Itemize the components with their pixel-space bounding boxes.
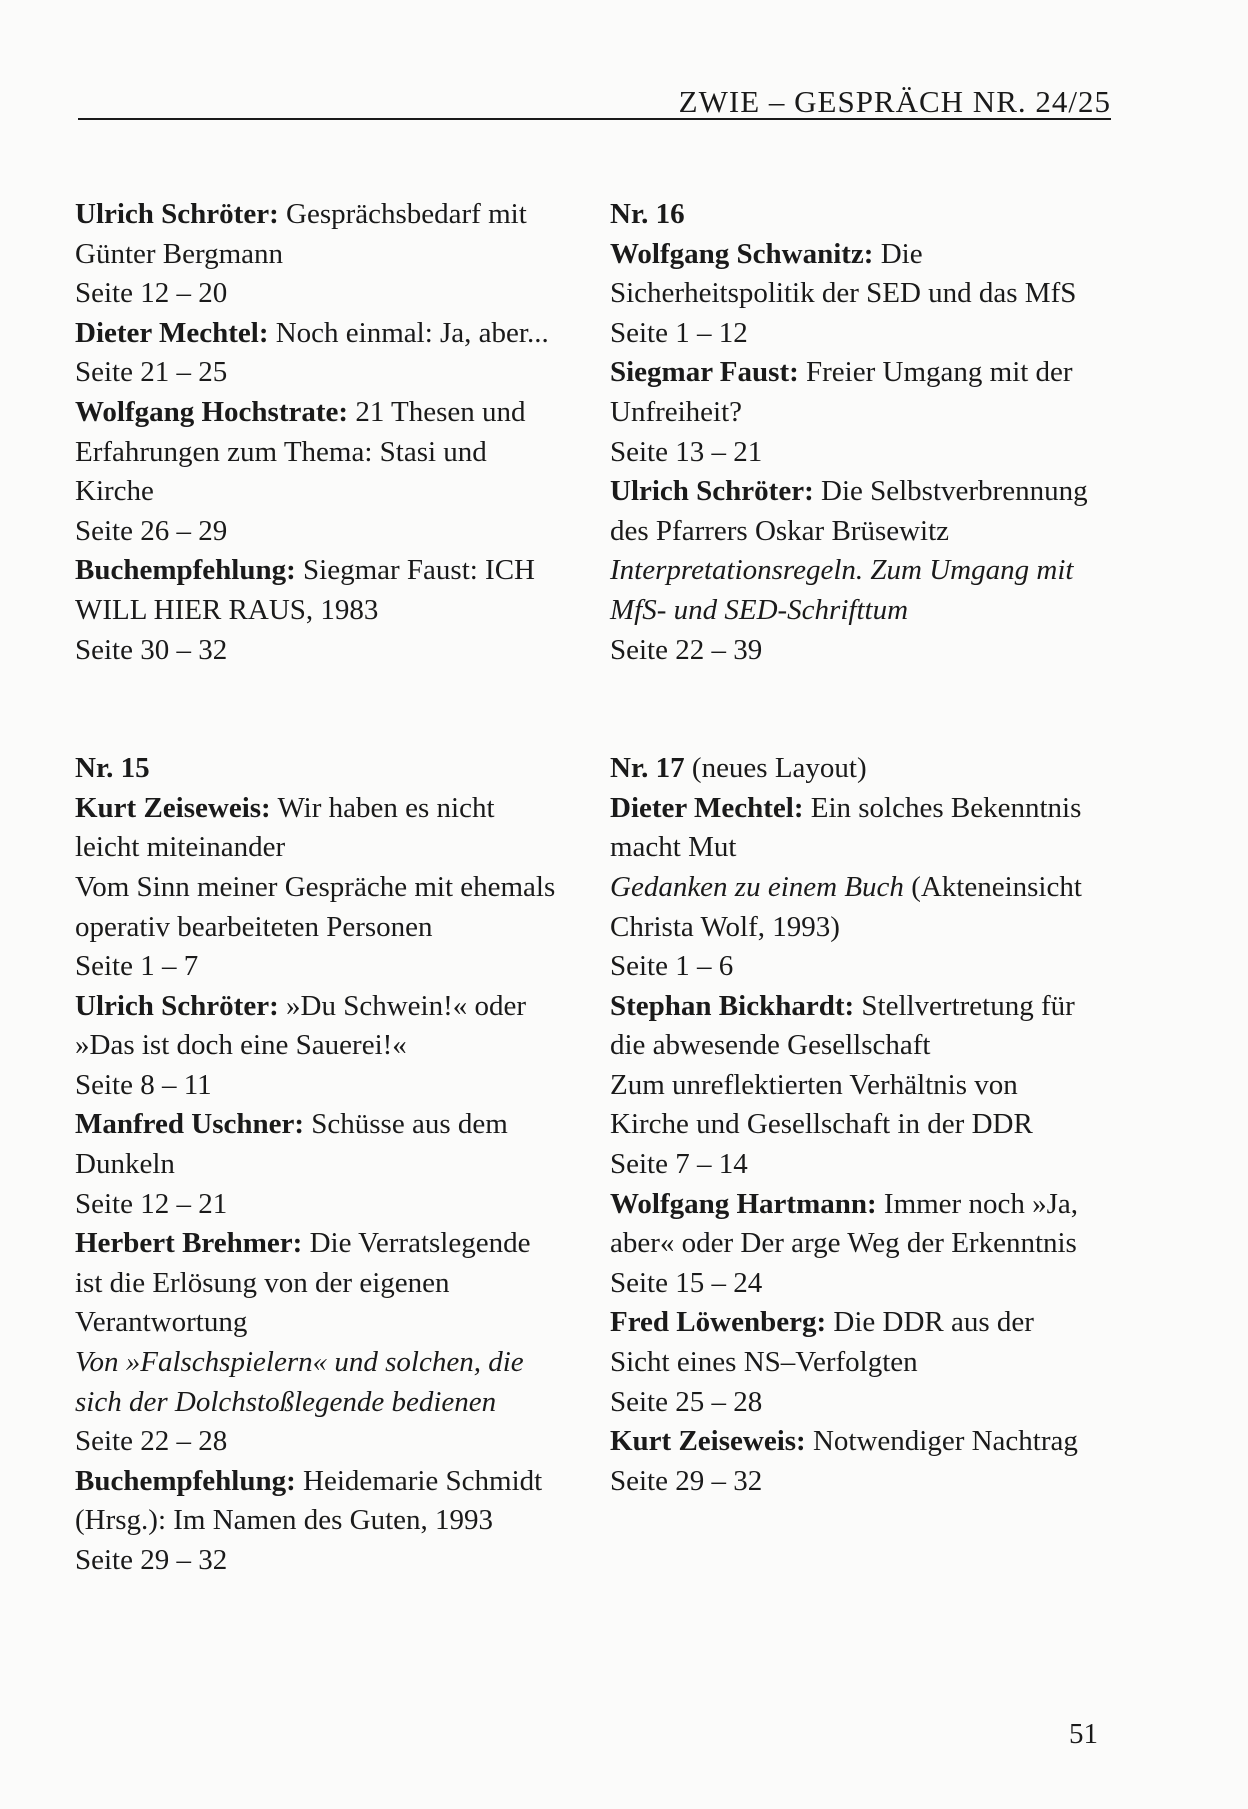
entry-title: Ein solches Bekenntnis macht Mut: [610, 791, 1082, 864]
entry-headline: [75, 1462, 565, 1541]
entry-headline: [610, 472, 1100, 551]
entry-headline: [75, 195, 565, 274]
entry-title: Die Selbstverbrennung des Pfarrers Oskar Brüsewitz: [610, 475, 1088, 547]
entry-pages: Seite 7 – 14: [610, 1148, 748, 1181]
toc-entry: [75, 987, 565, 1106]
entry-title: Die Sicherheitspolitik der SED und das MfS: [610, 237, 1077, 310]
entry-subtitle-text: Interpretationsregeln. Zum Umgang mit MfS- und SED-Schrifttum: [610, 554, 1074, 626]
issue-title: Nr. 16: [610, 198, 685, 230]
right-column: [610, 195, 1100, 1501]
toc-entry: [75, 789, 565, 987]
entry-title: Gesprächsbedarf mit Günter Bergmann: [75, 198, 527, 270]
entry-pages: Seite 22 – 39: [610, 633, 763, 666]
toc-entry: [610, 472, 1100, 670]
entry-subtitle-text: Vom Sinn meiner Gespräche mit ehemals operativ bearbeiteten Personen: [75, 870, 556, 943]
entry-title: Heidemarie Schmidt (Hrsg.): Im Namen des Guten, 1993: [75, 1464, 543, 1537]
entry-pages: Seite 1 – 12: [610, 316, 748, 349]
running-header: ZWIE – GESPRÄCH NR. 24/25: [678, 84, 1111, 119]
entry-pages: Seite 26 – 29: [75, 514, 228, 547]
entry-headline: [75, 393, 565, 512]
entry-headline: [610, 987, 1100, 1066]
entry-title: Siegmar Faust: ICH WILL HIER RAUS, 1983: [75, 554, 536, 626]
entry-pages: Seite 12 – 20: [75, 277, 228, 310]
entry-author: Stephan Bickhardt:: [610, 989, 855, 1022]
toc-entry: [610, 1303, 1100, 1422]
entry-author: Dieter Mechtel:: [610, 791, 804, 824]
issue-block: [75, 195, 565, 670]
toc-entry: [75, 1462, 565, 1581]
page-number: 51: [1069, 1718, 1098, 1750]
left-column: [75, 195, 565, 1581]
entry-headline: [610, 1185, 1100, 1264]
entry-headline: [610, 353, 1100, 432]
entry-title: Wir haben es nicht leicht miteinander: [75, 791, 495, 864]
entry-title: Stellvertretung für die abwesende Gesellschaft: [610, 989, 1075, 1062]
entry-title: Noch einmal: Ja, aber...: [275, 316, 549, 349]
entry-pages: Seite 1 – 7: [75, 950, 199, 983]
toc-entry: [75, 393, 565, 551]
entry-headline: [75, 551, 565, 630]
entry-author: Wolfgang Schwanitz:: [610, 237, 874, 270]
entry-pages: Seite 21 – 25: [75, 356, 228, 389]
entry-pages: Seite 22 – 28: [75, 1425, 228, 1458]
issue-note: (neues Layout): [691, 752, 867, 785]
entry-subtitle: [610, 868, 1100, 947]
entry-pages: Seite 15 – 24: [610, 1266, 763, 1299]
entry-author: Kurt Zeiseweis:: [75, 791, 271, 824]
issue-heading: [610, 195, 1100, 235]
toc-entry: [75, 314, 565, 393]
issue-title: Nr. 17: [610, 752, 685, 785]
entry-headline: [610, 235, 1100, 314]
issue-block: [610, 195, 1100, 670]
entry-subtitle: [610, 1066, 1100, 1145]
entry-headline: [75, 1105, 565, 1184]
entry-title: 21 Thesen und Erfahrungen zum Thema: Stasi und Kirche: [75, 395, 526, 508]
entry-subtitle-text: Gedanken zu einem Buch: [610, 870, 904, 903]
entry-title: Notwendiger Nachtrag: [812, 1425, 1078, 1458]
entry-subtitle-text: Von »Falschspielern« und solchen, die sich der Dolchstoßlegende bedienen: [75, 1346, 524, 1418]
entry-author: Wolfgang Hartmann:: [610, 1187, 877, 1220]
entry-headline: [75, 1224, 565, 1343]
entry-author: Ulrich Schröter:: [610, 475, 814, 508]
issue-title: Nr. 15: [75, 752, 150, 785]
entry-pages: Seite 8 – 11: [75, 1068, 212, 1101]
entry-subtitle: [75, 868, 565, 947]
toc-entry: [610, 353, 1100, 472]
entry-title: Immer noch »Ja, aber« oder Der arge Weg der Erkenntnis: [610, 1187, 1078, 1260]
toc-entry: [75, 1224, 565, 1462]
header-rule: [78, 118, 1111, 120]
entry-author: Herbert Brehmer:: [75, 1227, 303, 1260]
entry-author: Ulrich Schröter:: [75, 989, 279, 1022]
entry-pages: Seite 29 – 32: [610, 1464, 763, 1497]
toc-entry: [610, 1185, 1100, 1304]
entry-headline: [610, 1303, 1100, 1382]
entry-headline: [610, 1422, 1100, 1462]
entry-author: Wolfgang Hochstrate:: [75, 395, 349, 428]
toc-entry: [75, 195, 565, 314]
toc-entry: [610, 235, 1100, 354]
toc-entry: [610, 1422, 1100, 1501]
entry-headline: [75, 314, 565, 354]
entry-headline: [610, 789, 1100, 868]
entry-subtitle: [75, 1343, 565, 1422]
toc-entry: [610, 987, 1100, 1185]
issue-block: [75, 749, 565, 1580]
entry-author: Dieter Mechtel:: [75, 316, 269, 349]
issue-block: [610, 749, 1100, 1501]
entry-subtitle-text: Zum unreflektierten Verhältnis von Kirche und Gesellschaft in der DDR: [610, 1068, 1033, 1141]
entry-author: Buchempfehlung:: [75, 554, 296, 587]
entry-title: »Du Schwein!« oder »Das ist doch eine Sauerei!«: [75, 989, 527, 1062]
entry-author: Manfred Uschner:: [75, 1108, 305, 1141]
issue-heading: [610, 749, 1100, 789]
entry-headline: [75, 789, 565, 868]
toc-entry: [610, 789, 1100, 987]
entry-pages: Seite 25 – 28: [610, 1385, 763, 1418]
entry-title: Freier Umgang mit der Unfreiheit?: [610, 356, 1073, 428]
entry-pages: Seite 29 – 32: [75, 1544, 228, 1576]
toc-entry: [75, 1105, 565, 1224]
entry-author: Fred Löwenberg:: [610, 1306, 827, 1339]
entry-subtitle-extra: (Akteneinsicht Christa Wolf, 1993): [610, 870, 1082, 943]
entry-pages: Seite 30 – 32: [75, 633, 228, 666]
entry-author: Ulrich Schröter:: [75, 198, 279, 230]
entry-title: Die DDR aus der Sicht eines NS–Verfolgten: [610, 1306, 1034, 1379]
toc-entry: [75, 551, 565, 670]
issue-heading: [75, 749, 565, 789]
entry-title: Schüsse aus dem Dunkeln: [75, 1108, 508, 1181]
entry-subtitle: [610, 551, 1100, 630]
entry-author: Buchempfehlung:: [75, 1464, 296, 1497]
entry-pages: Seite 12 – 21: [75, 1187, 228, 1220]
entry-author: Siegmar Faust:: [610, 356, 799, 389]
entry-pages: Seite 13 – 21: [610, 435, 763, 468]
entry-pages: Seite 1 – 6: [610, 950, 734, 983]
entry-headline: [75, 987, 565, 1066]
entry-title: Die Verratslegende ist die Erlösung von der eigenen Verantwortung: [75, 1227, 531, 1339]
entry-author: Kurt Zeiseweis:: [610, 1425, 806, 1458]
